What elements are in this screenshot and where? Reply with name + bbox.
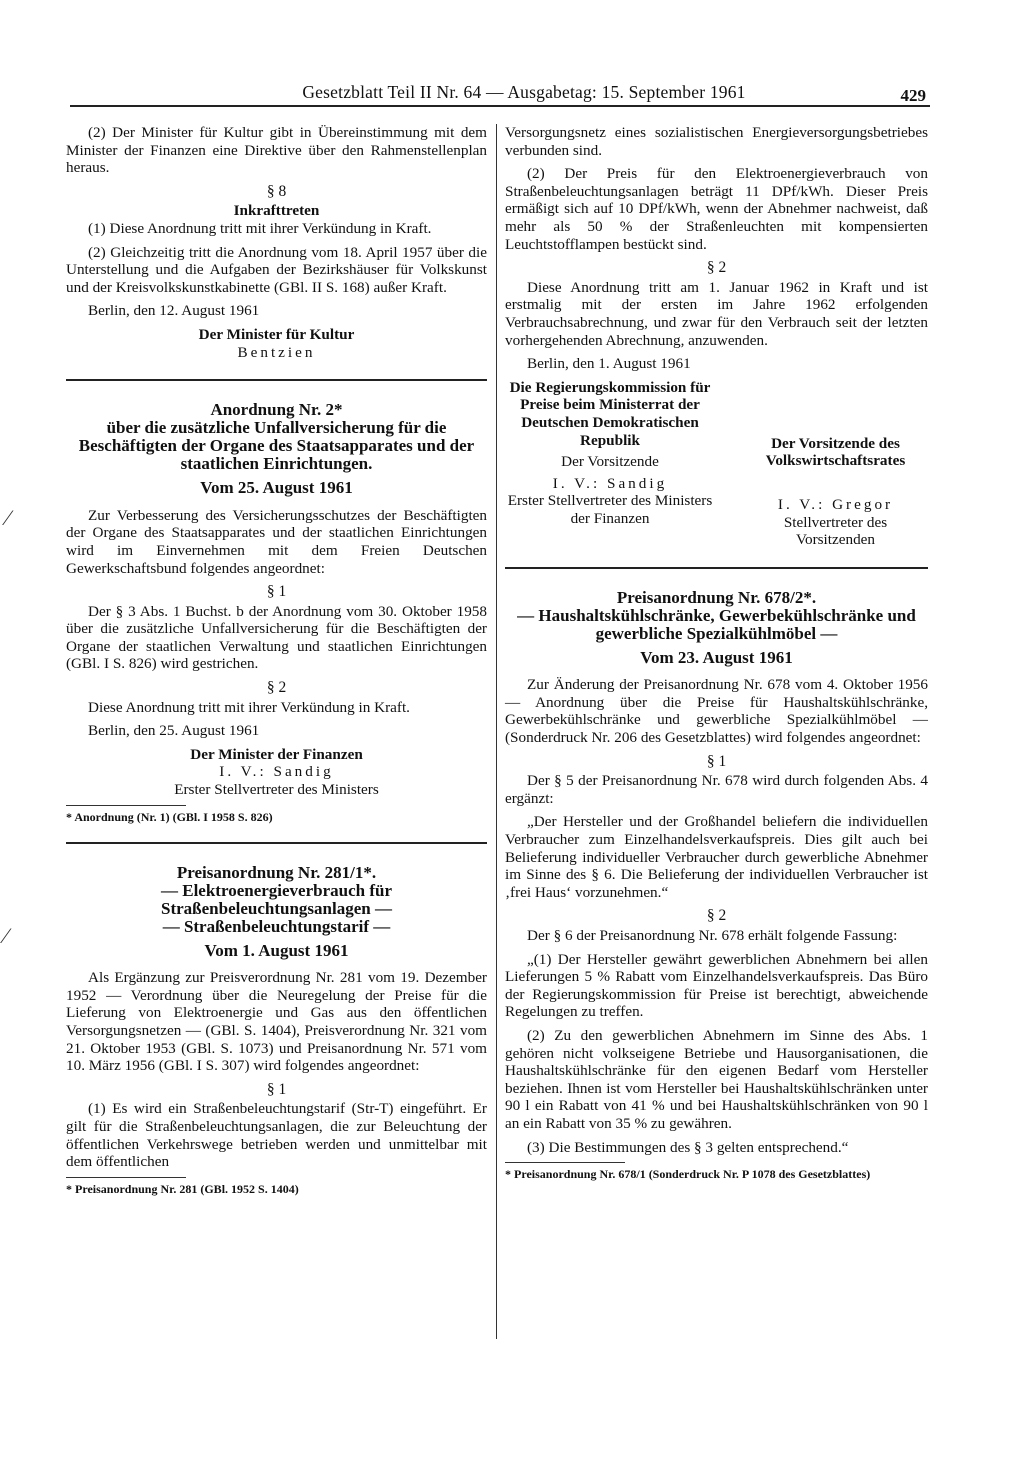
anordnung2-section-1: § 1 <box>266 583 287 601</box>
kultur-signature-title: Der Minister für Kultur <box>198 325 355 343</box>
preis281-section-2: § 2 <box>706 259 727 277</box>
preis281-section-2-text: Diese Anordnung tritt am 1. Januar 1962 in Kraft und ist erstmalig mit der ersten im Jahre 1962 erfolgenden Verbrauchsabrechnung, und zwar für den Verbrauch seit der letzten vorhergehenden Abrechnung, anzuwenden. <box>505 278 928 349</box>
anordnung2-subtitle: über die zusätzliche Unfallversicherung für die Beschäftigten der Organe des Staatsapparates und der staatlichen Einrichtungen. <box>78 418 475 474</box>
footnote-rule <box>66 805 186 806</box>
preis281-subtitle: — Elektroenergieverbrauch für Straßenbeleuchtungsanlagen — <box>160 880 393 918</box>
page-number: 429 <box>900 86 926 105</box>
right-column <box>505 124 928 1181</box>
preis678-section-2-quote-3: (3) Die Bestimmungen des § 3 gelten entsprechend.“ <box>527 1138 849 1156</box>
preis678-title: Preisanordnung Nr. 678/2*. <box>616 587 817 607</box>
anordnung2-signature-name: I. V.: Sandig <box>219 763 334 781</box>
preis678-section-1-text: Der § 5 der Preisanordnung Nr. 678 wird durch folgenden Abs. 4 ergänzt: <box>505 772 928 807</box>
anordnung2-section-2-text: Diese Anordnung tritt mit ihrer Verkündung in Kraft. <box>88 698 410 716</box>
margin-tick-mark: ⁄ <box>6 505 10 530</box>
preis678-section-1: § 1 <box>706 752 727 770</box>
preis281-para-2: (2) Der Preis für den Elektroenergieverbrauch von Straßenbeleuchtungsanlagen beträgt 11 DPf/kWh. Dieser Preis ermäßigt sich auf 10 DPf/kWh, wenn der Abnehmer nachweist, daß mehr als 50 % der Straßenleuchten mit kompensierten Leuchtstofflampen bestückt sind. <box>505 165 928 253</box>
section-rule <box>66 842 487 844</box>
footnote-rule <box>66 1177 186 1178</box>
sig-right-sub: Stellvertreter des Vorsitzenden <box>783 513 888 549</box>
kultur-section-8: § 8 <box>266 182 287 200</box>
left-column <box>66 124 487 1196</box>
preis678-intro: Zur Änderung der Preisanordnung Nr. 678 vom 4. Oktober 1956 — Anordnung über die Preise für Haushaltskühlschränke, Gewerbekühlschränke und gewerbliche Spezialkühlmöbel — (Sonderdruck Nr. 206 des Gesetzblattes) wird folgendes angeordnet: <box>505 676 928 747</box>
preis678-section-2: § 2 <box>706 907 727 925</box>
anordnung2-signature-title: Der Minister der Finanzen <box>190 745 363 763</box>
anordnung2-title: Anordnung Nr. 2* <box>210 400 343 420</box>
kultur-section-8-p2: (2) Gleichzeitig tritt die Anordnung vom 18. April 1957 über die Unterstellung und die Aufgaben der Bezirkshäuser für Volkskunst und der Kreisvolkskunstkabinette (GBl. II S. 168) außer Kraft. <box>66 243 487 296</box>
kultur-para-2: (2) Der Minister für Kultur gibt in Übereinstimmung mit dem Minister der Finanzen eine Direktive über den Rahmenstellenplan heraus. <box>66 124 487 177</box>
sig-left-role: Der Vorsitzende <box>561 453 659 471</box>
section-rule <box>66 379 487 381</box>
preis678-section-1-quote: „Der Hersteller und der Großhandel beliefern die individuellen Verbraucher zum Einzelhandelsverkaufspreis. Dies gilt auch bei Belieferung individueller Verbraucher durch gewerbliche Abnehmer im Sinne des § 6. Die Belieferung der individuellen Verbraucher ist ‚frei Haus‘ vorzunehmen.“ <box>505 813 928 901</box>
margin-tick-mark: ⁄ <box>4 923 8 948</box>
sig-left-title: Die Regierungskommission für Preise beim Ministerrat der Deutschen Demokratischen Republik <box>509 378 711 449</box>
gazette-title: Gesetzblatt Teil II Nr. 64 — Ausgabetag: 15. September 1961 <box>302 82 746 102</box>
sig-left-name: I. V.: Sandig <box>552 474 668 492</box>
preis281-signatures <box>505 379 928 549</box>
section-rule <box>505 567 928 569</box>
preis281-subtitle-2: — Straßenbeleuchtungstarif — <box>162 916 391 936</box>
preis678-section-2-text: Der § 6 der Preisanordnung Nr. 678 erhält folgende Fassung: <box>527 927 898 944</box>
sig-right-name: I. V.: Gregor <box>777 495 894 513</box>
anordnung2-intro: Zur Verbesserung des Versicherungsschutzes der Beschäftigten der Organe des Staatsapparates und der staatlichen Einrichtungen wird im Einvernehmen mit dem Freien Deutschen Gewerkschaftsbund folgendes angeordnet: <box>66 506 487 577</box>
preis281-footnote: * Preisanordnung Nr. 281 (GBl. 1952 S. 1404) <box>66 1181 299 1196</box>
anordnung2-section-2: § 2 <box>266 679 287 697</box>
kultur-place-date: Berlin, den 12. August 1961 <box>88 302 260 320</box>
preis281-section-1: § 1 <box>266 1080 287 1098</box>
preis281-intro: Als Ergänzung zur Preisverordnung Nr. 281 vom 19. Dezember 1952 — Verordnung über die Neuregelung der Preise für die Lieferung von Elektroenergie und Gas aus den öffentlichen Versorgungsnetzen — (GBl. S. 1404), Preisverordnung Nr. 321 vom 21. Oktober 1953 (GBl. S. 1073) und Preisanordnung Nr. 571 vom 10. März 1956 (GBl. I S. 307) wird folgendes angeordnet: <box>66 969 487 1075</box>
footnote-rule <box>505 1162 625 1163</box>
preis678-section-2-quote-2: (2) Zu den gewerblichen Abnehmern im Sinne des Abs. 1 gehören nicht volkseigene Betriebe und Hausorganisationen, die Haushaltskühlschränke für den eigenen Bedarf vom Hersteller beziehen. Ihnen ist vom Hersteller bei Haushaltskühlschränken unter 90 l ein Rabatt von 41 % und bei Haushaltskühlschränken von 90 l an ein Rabatt von 35 % zu gewähren. <box>505 1026 928 1132</box>
preis281-place-date: Berlin, den 1. August 1961 <box>527 355 691 373</box>
preis281-section-1-p1: (1) Es wird ein Straßenbeleuchtungstarif (Str-T) eingeführt. Er gilt für die Straßenbeleuchtungsanlagen, die zur Beleuchtung der öffentlichen Verkehrswege betrieben werden und unmittelbar mit dem öffentlichen <box>66 1100 487 1171</box>
preis281-title: Preisanordnung Nr. 281/1*. <box>176 862 377 882</box>
anordnung2-date: Vom 25. August 1961 <box>200 478 353 498</box>
preis678-subtitle: — Haushaltskühlschränke, Gewerbekühlschränke und gewerbliche Spezialkühlmöbel — <box>517 605 916 643</box>
header-rule <box>70 105 930 107</box>
preis678-date: Vom 23. August 1961 <box>640 647 793 667</box>
anordnung2-section-1-text: Der § 3 Abs. 1 Buchst. b der Anordnung vom 30. Oktober 1958 über die zusätzliche Unfallversicherung für die Beschäftigten der Organe der staatlichen Verwaltung und staatlichen Einrichtungen (GBl. I S. 826) wird gestrichen. <box>66 602 487 673</box>
signature-block-left <box>505 379 715 549</box>
preis678-section-2-quote-1: „(1) Der Hersteller gewährt gewerblichen Abnehmern bei allen Lieferungen 5 % Rabatt vom Einzelhandelsverkaufspreis. Das Büro der Regierungskommission für Preise ist berechtigt, abweichende Regelungen zu treffen. <box>505 950 928 1021</box>
kultur-section-8-title: Inkrafttreten <box>233 202 320 220</box>
signature-block-right <box>743 379 928 549</box>
kultur-signature-name: Bentzien <box>237 343 316 361</box>
sig-left-sub: Erster Stellvertreter des Ministers der Finanzen <box>507 492 713 527</box>
preis281-date: Vom 1. August 1961 <box>204 940 349 960</box>
sig-right-title: Der Vorsitzende des Volkswirtschaftsrates <box>765 434 906 470</box>
anordnung2-place-date: Berlin, den 25. August 1961 <box>88 722 260 740</box>
column-divider <box>496 124 497 1339</box>
anordnung2-footnote: * Anordnung (Nr. 1) (GBl. I 1958 S. 826) <box>66 809 273 824</box>
preis678-footnote: * Preisanordnung Nr. 678/1 (Sonderdruck Nr. P 1078 des Gesetzblattes) <box>505 1167 871 1182</box>
preis281-p1-continued: Versorgungsnetz eines sozialistischen Energieversorgungsbetriebes verbunden sind. <box>505 124 928 159</box>
anordnung2-signature-role: Erster Stellvertreter des Ministers <box>174 781 379 799</box>
kultur-section-8-p1: (1) Diese Anordnung tritt mit ihrer Verkündung in Kraft. <box>88 219 432 237</box>
